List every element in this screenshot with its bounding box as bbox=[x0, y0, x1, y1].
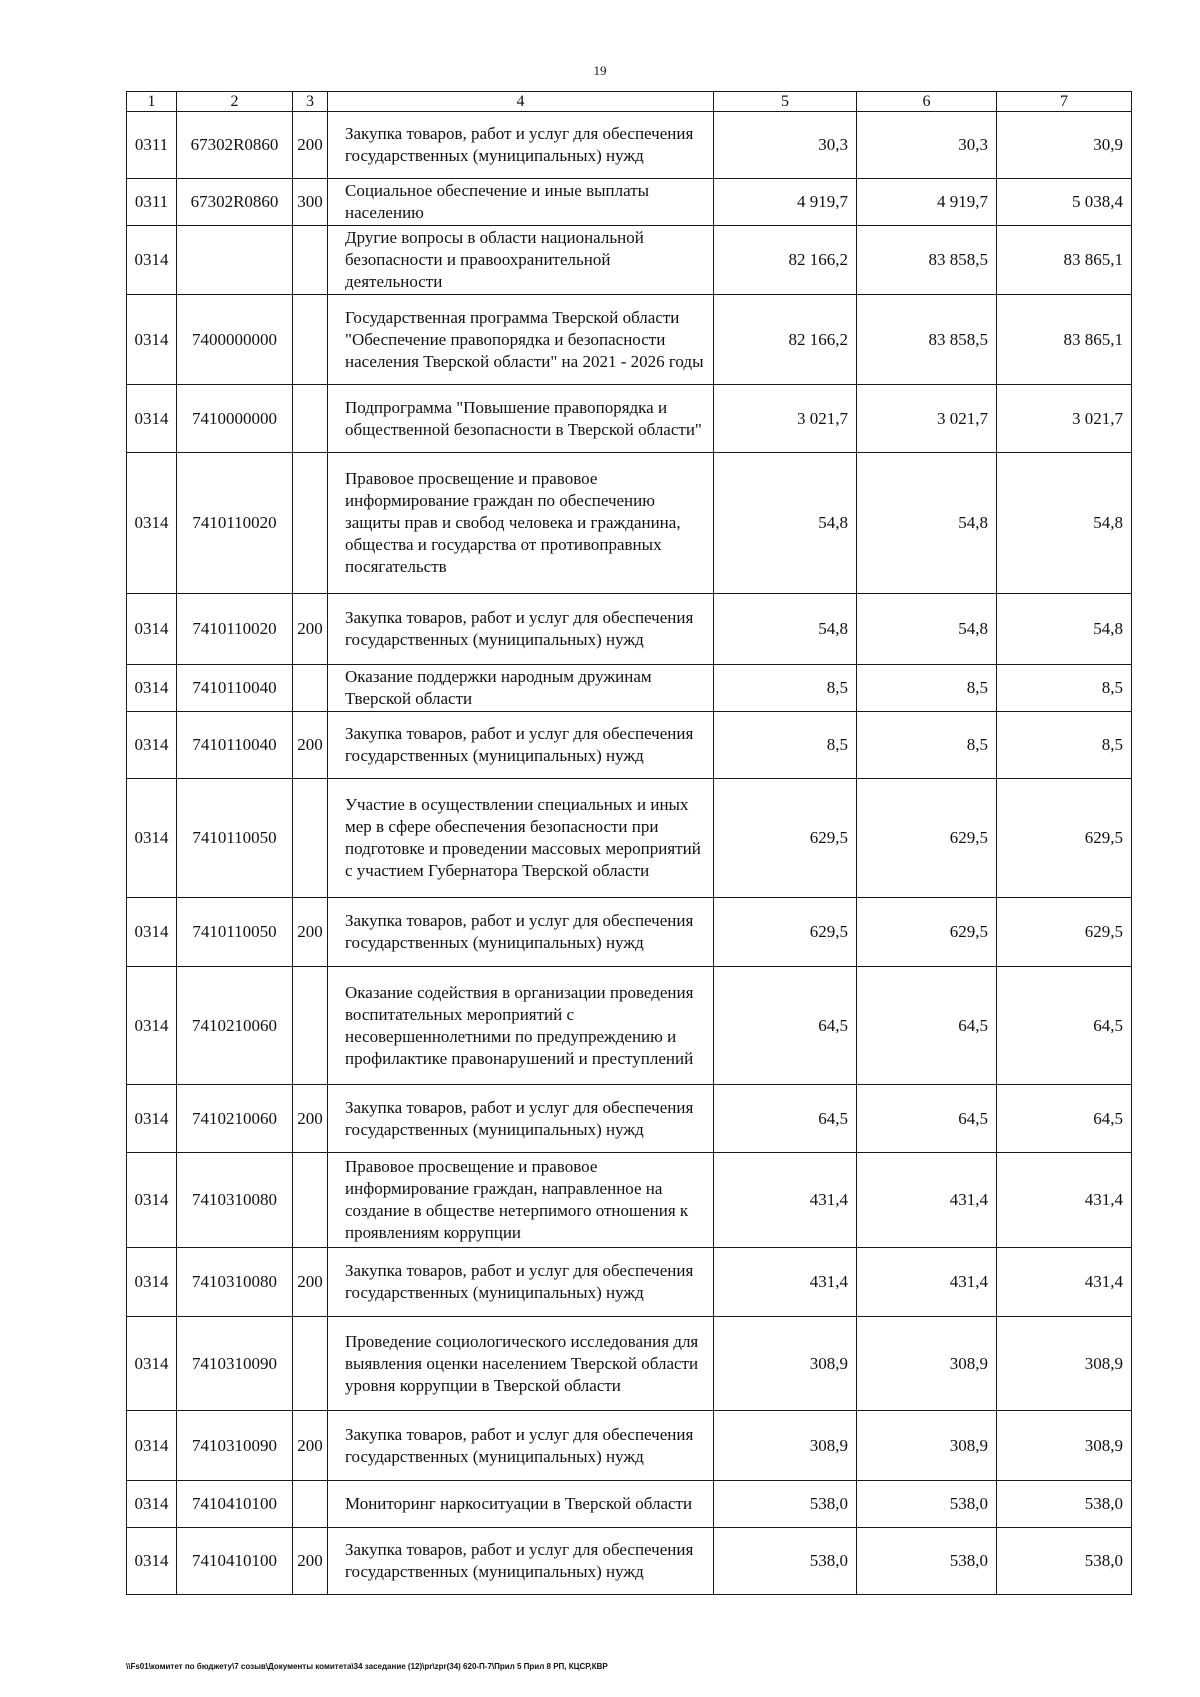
table-row bbox=[127, 665, 1132, 712]
item-name: Закупка товаров, работ и услуг для обеспечения государственных (муниципальных) нужд bbox=[328, 1411, 714, 1481]
column-header-year-2: 6 bbox=[857, 92, 997, 112]
expense-type: 200 bbox=[293, 112, 328, 179]
section-code: 0314 bbox=[127, 453, 177, 594]
amount-col-7: 30,9 bbox=[997, 112, 1132, 179]
amount-col-5: 4 919,7 bbox=[714, 179, 857, 226]
target-code: 7410110050 bbox=[177, 779, 293, 898]
target-code bbox=[177, 226, 293, 295]
item-name: Закупка товаров, работ и услуг для обеспечения государственных (муниципальных) нужд bbox=[328, 594, 714, 665]
amount-col-5: 308,9 bbox=[714, 1317, 857, 1411]
expense-type bbox=[293, 295, 328, 385]
page-number: 19 bbox=[593, 63, 607, 78]
table-row bbox=[127, 1085, 1132, 1153]
expense-type bbox=[293, 967, 328, 1085]
item-name: Закупка товаров, работ и услуг для обеспечения государственных (муниципальных) нужд bbox=[328, 712, 714, 779]
expense-type bbox=[293, 226, 328, 295]
amount-col-6: 30,3 bbox=[857, 112, 997, 179]
section-code: 0311 bbox=[127, 112, 177, 179]
item-name: Правовое просвещение и правовое информирование граждан, направленное на создание в обществе нетерпимого отношения к проявлениям коррупции bbox=[328, 1153, 714, 1248]
amount-col-6: 64,5 bbox=[857, 1085, 997, 1153]
amount-col-5: 629,5 bbox=[714, 779, 857, 898]
amount-col-5: 64,5 bbox=[714, 967, 857, 1085]
amount-col-7: 83 865,1 bbox=[997, 295, 1132, 385]
expense-type bbox=[293, 453, 328, 594]
table-row bbox=[127, 1528, 1132, 1595]
section-code: 0314 bbox=[127, 226, 177, 295]
amount-col-5: 8,5 bbox=[714, 712, 857, 779]
expense-type: 200 bbox=[293, 1411, 328, 1481]
item-name: Закупка товаров, работ и услуг для обеспечения государственных (муниципальных) нужд bbox=[328, 112, 714, 179]
column-header-year-1: 5 bbox=[714, 92, 857, 112]
amount-col-6: 54,8 bbox=[857, 594, 997, 665]
amount-col-5: 64,5 bbox=[714, 1085, 857, 1153]
table-row bbox=[127, 295, 1132, 385]
table-row bbox=[127, 1317, 1132, 1411]
amount-col-7: 308,9 bbox=[997, 1317, 1132, 1411]
amount-col-7: 629,5 bbox=[997, 898, 1132, 967]
amount-col-6: 308,9 bbox=[857, 1317, 997, 1411]
expense-type bbox=[293, 665, 328, 712]
expense-type bbox=[293, 779, 328, 898]
amount-col-7: 3 021,7 bbox=[997, 385, 1132, 453]
amount-col-6: 629,5 bbox=[857, 898, 997, 967]
amount-col-7: 8,5 bbox=[997, 712, 1132, 779]
amount-col-5: 3 021,7 bbox=[714, 385, 857, 453]
target-code: 7410310080 bbox=[177, 1153, 293, 1248]
expense-type bbox=[293, 1153, 328, 1248]
column-header-section: 1 bbox=[127, 92, 177, 112]
column-header-name: 4 bbox=[328, 92, 714, 112]
section-code: 0314 bbox=[127, 898, 177, 967]
table-row bbox=[127, 1248, 1132, 1317]
section-code: 0314 bbox=[127, 712, 177, 779]
amount-col-7: 538,0 bbox=[997, 1528, 1132, 1595]
target-code: 7410310080 bbox=[177, 1248, 293, 1317]
amount-col-6: 538,0 bbox=[857, 1481, 997, 1528]
amount-col-7: 54,8 bbox=[997, 594, 1132, 665]
amount-col-7: 431,4 bbox=[997, 1248, 1132, 1317]
item-name: Мониторинг наркоситуации в Тверской области bbox=[328, 1481, 714, 1528]
amount-col-7: 308,9 bbox=[997, 1411, 1132, 1481]
amount-col-6: 64,5 bbox=[857, 967, 997, 1085]
target-code: 67302R0860 bbox=[177, 112, 293, 179]
target-code: 7410310090 bbox=[177, 1411, 293, 1481]
section-code: 0314 bbox=[127, 967, 177, 1085]
table-row bbox=[127, 453, 1132, 594]
section-code: 0314 bbox=[127, 295, 177, 385]
amount-col-5: 308,9 bbox=[714, 1411, 857, 1481]
target-code: 7410110040 bbox=[177, 712, 293, 779]
table-row bbox=[127, 385, 1132, 453]
target-code: 7410210060 bbox=[177, 967, 293, 1085]
section-code: 0314 bbox=[127, 665, 177, 712]
item-name: Закупка товаров, работ и услуг для обеспечения государственных (муниципальных) нужд bbox=[328, 898, 714, 967]
table-row bbox=[127, 226, 1132, 295]
section-code: 0314 bbox=[127, 594, 177, 665]
expense-type: 200 bbox=[293, 1528, 328, 1595]
item-name: Государственная программа Тверской области "Обеспечение правопорядка и безопасности населения Тверской области" на 2021 - 2026 годы bbox=[328, 295, 714, 385]
section-code: 0314 bbox=[127, 1528, 177, 1595]
table-row bbox=[127, 179, 1132, 226]
target-code: 7410110020 bbox=[177, 594, 293, 665]
target-code: 67302R0860 bbox=[177, 179, 293, 226]
budget-table bbox=[126, 91, 1132, 1595]
amount-col-5: 82 166,2 bbox=[714, 226, 857, 295]
amount-col-7: 8,5 bbox=[997, 665, 1132, 712]
section-code: 0314 bbox=[127, 1248, 177, 1317]
target-code: 7410210060 bbox=[177, 1085, 293, 1153]
file-path-footer: \\Fs01\комитет по бюджету\7 созыв\Документы комитета\34 заседание (12)\pr\zpr(34) 620-П-7\Прил 5 Прил 8 РП, КЦСР,КВР bbox=[126, 1662, 608, 1671]
amount-col-6: 629,5 bbox=[857, 779, 997, 898]
table-row bbox=[127, 1481, 1132, 1528]
column-header-target: 2 bbox=[177, 92, 293, 112]
amount-col-6: 308,9 bbox=[857, 1411, 997, 1481]
target-code: 7410110040 bbox=[177, 665, 293, 712]
amount-col-6: 83 858,5 bbox=[857, 295, 997, 385]
amount-col-6: 431,4 bbox=[857, 1248, 997, 1317]
item-name: Подпрограмма "Повышение правопорядка и общественной безопасности в Тверской области" bbox=[328, 385, 714, 453]
item-name: Оказание содействия в организации проведения воспитательных мероприятий с несовершеннолетними по предупреждению и профилактике правонарушений и преступлений bbox=[328, 967, 714, 1085]
target-code: 7410000000 bbox=[177, 385, 293, 453]
section-code: 0314 bbox=[127, 1153, 177, 1248]
amount-col-6: 538,0 bbox=[857, 1528, 997, 1595]
target-code: 7410410100 bbox=[177, 1528, 293, 1595]
expense-type: 200 bbox=[293, 594, 328, 665]
table-row bbox=[127, 1411, 1132, 1481]
table-row bbox=[127, 779, 1132, 898]
item-name: Другие вопросы в области национальной безопасности и правоохранительной деятельности bbox=[328, 226, 714, 295]
amount-col-5: 629,5 bbox=[714, 898, 857, 967]
item-name: Социальное обеспечение и иные выплаты населению bbox=[328, 179, 714, 226]
expense-type: 300 bbox=[293, 179, 328, 226]
amount-col-6: 54,8 bbox=[857, 453, 997, 594]
expense-type bbox=[293, 1317, 328, 1411]
amount-col-5: 8,5 bbox=[714, 665, 857, 712]
column-header-type: 3 bbox=[293, 92, 328, 112]
amount-col-5: 538,0 bbox=[714, 1528, 857, 1595]
expense-type: 200 bbox=[293, 1248, 328, 1317]
amount-col-6: 8,5 bbox=[857, 712, 997, 779]
amount-col-5: 431,4 bbox=[714, 1153, 857, 1248]
amount-col-6: 3 021,7 bbox=[857, 385, 997, 453]
amount-col-7: 83 865,1 bbox=[997, 226, 1132, 295]
amount-col-5: 54,8 bbox=[714, 453, 857, 594]
section-code: 0314 bbox=[127, 1085, 177, 1153]
amount-col-6: 8,5 bbox=[857, 665, 997, 712]
amount-col-7: 538,0 bbox=[997, 1481, 1132, 1528]
section-code: 0311 bbox=[127, 179, 177, 226]
amount-col-6: 83 858,5 bbox=[857, 226, 997, 295]
amount-col-5: 431,4 bbox=[714, 1248, 857, 1317]
section-code: 0314 bbox=[127, 1481, 177, 1528]
amount-col-7: 5 038,4 bbox=[997, 179, 1132, 226]
expense-type: 200 bbox=[293, 1085, 328, 1153]
amount-col-5: 82 166,2 bbox=[714, 295, 857, 385]
table-row bbox=[127, 898, 1132, 967]
amount-col-5: 538,0 bbox=[714, 1481, 857, 1528]
item-name: Закупка товаров, работ и услуг для обеспечения государственных (муниципальных) нужд bbox=[328, 1248, 714, 1317]
target-code: 7410410100 bbox=[177, 1481, 293, 1528]
item-name: Оказание поддержки народным дружинам Тверской области bbox=[328, 665, 714, 712]
table-row bbox=[127, 112, 1132, 179]
item-name: Проведение социологического исследования для выявления оценки населением Тверской области уровня коррупции в Тверской области bbox=[328, 1317, 714, 1411]
item-name: Закупка товаров, работ и услуг для обеспечения государственных (муниципальных) нужд bbox=[328, 1528, 714, 1595]
table-row bbox=[127, 594, 1132, 665]
amount-col-6: 431,4 bbox=[857, 1153, 997, 1248]
target-code: 7410310090 bbox=[177, 1317, 293, 1411]
section-code: 0314 bbox=[127, 1317, 177, 1411]
expense-type: 200 bbox=[293, 712, 328, 779]
target-code: 7400000000 bbox=[177, 295, 293, 385]
section-code: 0314 bbox=[127, 1411, 177, 1481]
amount-col-7: 64,5 bbox=[997, 1085, 1132, 1153]
amount-col-6: 4 919,7 bbox=[857, 179, 997, 226]
column-number-row bbox=[127, 92, 1132, 112]
amount-col-7: 64,5 bbox=[997, 967, 1132, 1085]
table-row bbox=[127, 1153, 1132, 1248]
expense-type: 200 bbox=[293, 898, 328, 967]
target-code: 7410110020 bbox=[177, 453, 293, 594]
item-name: Закупка товаров, работ и услуг для обеспечения государственных (муниципальных) нужд bbox=[328, 1085, 714, 1153]
amount-col-7: 431,4 bbox=[997, 1153, 1132, 1248]
target-code: 7410110050 bbox=[177, 898, 293, 967]
amount-col-5: 54,8 bbox=[714, 594, 857, 665]
section-code: 0314 bbox=[127, 779, 177, 898]
table-row bbox=[127, 967, 1132, 1085]
item-name: Правовое просвещение и правовое информирование граждан по обеспечению защиты прав и свобод человека и гражданина, общества и государства от противоправных посягательств bbox=[328, 453, 714, 594]
column-header-year-3: 7 bbox=[997, 92, 1132, 112]
item-name: Участие в осуществлении специальных и иных мер в сфере обеспечения безопасности при подготовке и проведении массовых мероприятий с участием Губернатора Тверской области bbox=[328, 779, 714, 898]
section-code: 0314 bbox=[127, 385, 177, 453]
amount-col-7: 629,5 bbox=[997, 779, 1132, 898]
table-row bbox=[127, 712, 1132, 779]
amount-col-5: 30,3 bbox=[714, 112, 857, 179]
amount-col-7: 54,8 bbox=[997, 453, 1132, 594]
expense-type bbox=[293, 385, 328, 453]
expense-type bbox=[293, 1481, 328, 1528]
